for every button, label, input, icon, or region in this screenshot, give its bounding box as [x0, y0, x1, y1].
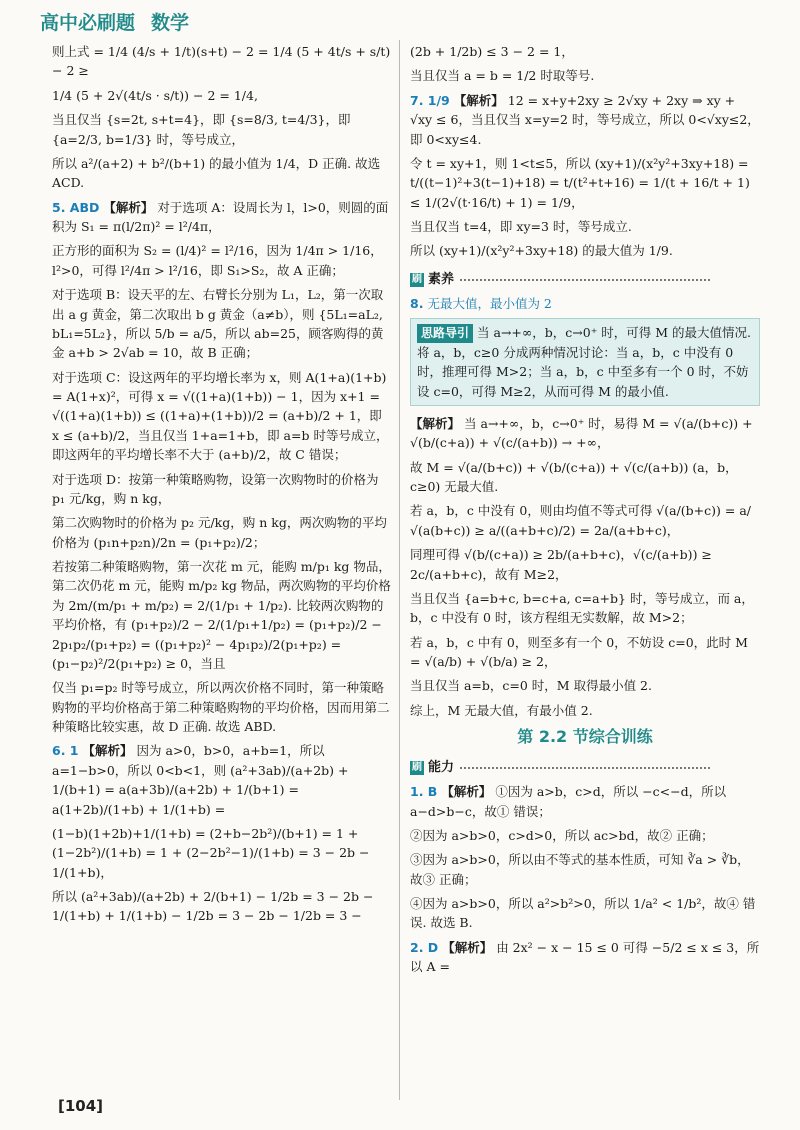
question-number: 7. 1/9 — [410, 92, 450, 108]
text-line: 仅当 p₁=p₂ 时等号成立，所以两次价格不同时，第一种策略购物的平均价格高于第二种策略购物的平均价格，因而用第二种策略比较实惠，故 D 正确. 故选 ABD. — [52, 680, 390, 734]
text-line: ②因为 a>b>0，c>d>0，所以 ac>bd，故② 正确； — [410, 827, 714, 843]
question-5 — [52, 198, 392, 237]
text-line: 对于选项 B：设天平的左、右臂长分别为 L₁，L₂，第一次取出 a g 黄金，第二次取出 b g 黄金（a≠b），则 {5L₁=aL₂, bL₁=5L₂}，所以 5/b = a/5，所以 ab=25，顾客购得的黄金 a+b > 2√ab = 10，故 B 正确； — [52, 287, 384, 361]
right-column — [410, 42, 760, 982]
left-column — [52, 42, 392, 931]
text-line: 则上式 = 1/4 (4/s + 1/t)(s+t) − 2 = 1/4 (5 + 4t/s + s/t) − 2 ≥ — [52, 44, 391, 79]
book-title: 高中必刷题 — [40, 12, 136, 35]
text-line: 1/4 (5 + 2√(4t/s · s/t)) − 2 = 1/4, — [52, 87, 258, 103]
section-label: 素养 — [428, 271, 455, 287]
text-line: 对于选项 A：设周长为 l，l>0，则圆的面积为 S₁ = π(l/2π)² = l²/4π， — [52, 199, 389, 234]
question-6 — [52, 741, 392, 819]
question-number: 5. ABD — [52, 199, 100, 215]
analysis-tag: 【解析】 — [442, 939, 493, 955]
text-line: 若 a，b，c 中有 0，则至多有一个 0，不妨设 c=0，此时 M = √(a/b) + √(b/a) ≥ 2， — [410, 634, 748, 670]
analysis-tag: 【解析】 — [103, 199, 154, 215]
text-line: 第二次购物时的价格为 p₂ 元/kg，购 n kg，两次购物的平均价格为 (p₁n+p₂n)/2n = (p₁+p₂)/2； — [52, 515, 387, 550]
hint-box — [410, 318, 760, 406]
column-divider — [399, 40, 400, 1100]
text-line: 综上，M 无最大值，有最小值 2. — [410, 702, 593, 718]
page-header — [40, 8, 760, 40]
question-number: 2. D — [410, 939, 439, 955]
text-line: ③因为 a>b>0，所以由不等式的基本性质，可知 ∛a > ∛b，故③ 正确； — [410, 852, 750, 887]
hint-label: 思路导引 — [417, 324, 473, 343]
text-line: 正方形的面积为 S₂ = (l/4)² = l²/16，因为 1/4π > 1/16，l²>0，可得 l²/4π > l²/16，即 S₁>S₂，故 A 正确； — [52, 243, 383, 278]
text-line: 当且仅当 a = b = 1/2 时取等号. — [410, 68, 595, 84]
analysis-tag: 【解析】 — [441, 784, 492, 800]
text-line: 令 t = xy+1，则 1<t≤5，所以 (xy+1)/(x²y²+3xy+18) = t/((t−1)²+3(t−1)+18) = t/(t²+t+16) = 1/(t + 16/t + 1) ≤ 1/(2√(t·16/t) + 1) = 1/9， — [410, 155, 750, 210]
section-title: 第 2.2 节综合训练 — [517, 727, 653, 747]
question-r2 — [410, 938, 760, 977]
answer-text: 无最大值，最小值为 2 — [427, 295, 552, 311]
question-r1 — [410, 782, 760, 821]
text-line: 因为 a>0，b>0，a+b=1，所以 a=1−b>0，所以 0<b<1，则 (a²+3ab)/(a+2b) + 1/(b+1) = a(a+3b)/(a+2b) + 1/(b+1) = a(1+2b)/(1+b) + 1/(1+b) = — [52, 743, 349, 817]
text-line: (2b + 1/2b) ≤ 3 − 2 = 1， — [410, 44, 574, 59]
analysis-line — [410, 414, 760, 453]
section-suyang — [410, 270, 710, 290]
brush-icon: 刷 — [412, 762, 422, 774]
text-line: 对于选项 C：设这两年的平均增长率为 x，则 A(1+a)(1+b) = A(1+x)²，可得 x = √((1+a)(1+b)) − 1，因为 x+1 = √((1+a)(1+b)) ≤ ((1+a)+(1+b))/2 = (a+b)/2 + 1，即 x ≤ (a+b)/2，当且仅当 1+a=1+b，即 a=b 时等号成立，即这两年的平均增长率不大于 (a+b)/2，故 C 错误； — [52, 369, 389, 463]
question-number: 6. 1 — [52, 743, 79, 759]
page-number: [104] — [58, 1097, 104, 1115]
text-line: 对于选项 D：按第一种策略购物，设第一次购物时的价格为 p₁ 元/kg，购 n kg， — [52, 471, 379, 506]
text-line: 所以 (xy+1)/(x²y²+3xy+18) 的最大值为 1/9. — [410, 243, 673, 259]
text-line: 当且仅当 {s=2t, s+t=4}，即 {s=8/3, t=4/3}，即 {a=2/3, b=1/3} 时，等号成立， — [52, 112, 351, 147]
text-line: 所以 (a²+3ab)/(a+2b) + 2/(b+1) − 1/2b = 3 − 2b − 1/(1+b) + 1/(1+b) − 1/2b = 3 − 2b − 1/2b = 3 − — [52, 889, 374, 924]
analysis-tag: 【解析】 — [82, 743, 133, 759]
brush-icon: 刷 — [412, 273, 422, 285]
subject-label: 数学 — [151, 12, 190, 35]
dotted-rule — [460, 767, 710, 769]
section-label: 能力 — [428, 760, 455, 776]
hint-text: 当 a→+∞，b，c→0⁺ 时，可得 M 的最大值情况. 将 a，b，c≥0 分成两种情况讨论：当 a，b，c 中没有 0 时，推理可得 M>2；当 a，b，c 中至多有一个 0 时，不妨设 c=0，可得 M≥2，从而可得 M 的最小值. — [417, 325, 752, 399]
text-line: 由 2x² − x − 15 ≤ 0 可得 −5/2 ≤ x ≤ 3，所以 A = — [410, 939, 760, 975]
text-line: 当 a→+∞，b，c→0⁺ 时，易得 M = √(a/(b+c)) + √(b/(c+a)) + √(c/(a+b)) → +∞， — [410, 415, 753, 451]
text-line: 所以 a²/(a+2) + b²/(b+1) 的最小值为 1/4，D 正确. 故选 ACD. — [52, 155, 381, 191]
text-line: 若 a，b，c 中没有 0，则由均值不等式可得 √(a/(b+c)) = a/√(a(b+c)) ≥ a/((a+b+c)/2) = 2a/(a+b+c)， — [410, 503, 751, 538]
text-line: 同理可得 √(b/(c+a)) ≥ 2b/(a+b+c)，√(c/(a+b)) ≥ 2c/(a+b+c)，故有 M≥2， — [410, 547, 712, 582]
text-line: 故 M = √(a/(b+c)) + √(b/(c+a)) + √(c/(a+b)) (a，b，c≥0) 无最大值. — [410, 459, 738, 495]
analysis-tag: 【解析】 — [410, 415, 461, 431]
text-line: ④因为 a>b>0，所以 a²>b²>0，所以 1/a² < 1/b²，故④ 错误. 故选 B. — [410, 896, 756, 931]
text-line: 当且仅当 t=4，即 xy=3 时，等号成立. — [410, 219, 632, 234]
section-nengli — [410, 758, 710, 778]
question-7 — [410, 91, 760, 149]
dotted-rule — [460, 279, 710, 281]
text-line: 若按第二种策略购物，第一次花 m 元，能购 m/p₁ kg 物品，第二次仍花 m 元，能购 m/p₂ kg 物品，两次购物的平均价格为 2m/(m/p₁ + m/p₂) = 2/(1/p₁ + 1/p₂). 比较两次购物的平均价格，有 (p₁+p₂)/2 − 2/(1/p₁+1/p₂) = (p₁+p₂)/2 − 2p₁p₂/(p₁+p₂) = ((p₁+p₂)² − 4p₁p₂)/2(p₁+p₂) = (p₁−p₂)²/2(p₁+p₂) ≥ 0，当且 — [52, 559, 391, 671]
text-line: 当且仅当 a=b，c=0 时，M 取得最小值 2. — [410, 678, 652, 694]
analysis-tag: 【解析】 — [453, 92, 504, 108]
question-number: 8. — [410, 295, 424, 311]
text-line: (1−b)(1+2b)+1/(1+b) = (2+b−2b²)/(b+1) = 1 + (1−2b²)/(1+b) = 1 + (2−2b²−1)/(1+b) = 3 − 2b − 1/(1+b)， — [52, 825, 370, 880]
question-8 — [410, 294, 760, 313]
text-line: 当且仅当 {a=b+c, b=c+a, c=a+b} 时，等号成立，而 a，b，c 中没有 0 时，该方程组无实数解，故 M>2； — [410, 590, 754, 626]
text-line: ①因为 a>b，c>d，所以 −c<−d，所以 a−d>b−c，故① 错误； — [410, 784, 727, 819]
question-number: 1. B — [410, 784, 438, 800]
text-line: 12 = x+y+2xy ≥ 2√xy + 2xy ⇒ xy + √xy ≤ 6，当且仅当 x=y=2 时，等号成立，所以 0<√xy≤2，即 0<xy≤4. — [410, 92, 760, 147]
